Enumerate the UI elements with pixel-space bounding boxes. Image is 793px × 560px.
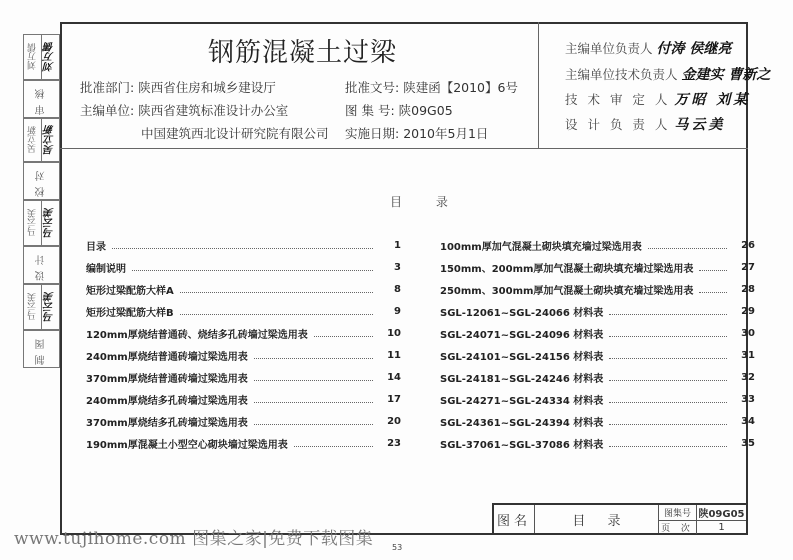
toc-item-page: 1	[394, 239, 401, 251]
strip-label: 设计	[36, 249, 47, 281]
signature-name: 马云美	[674, 117, 726, 133]
signature-role: 设 计 负 责 人	[565, 117, 671, 132]
scan-page-number: 53	[392, 543, 403, 552]
toc-item[interactable]	[86, 260, 401, 274]
leader-dots	[609, 352, 727, 359]
signature-row	[565, 114, 725, 134]
toc-item-page: 29	[741, 305, 755, 317]
leader-dots	[699, 286, 727, 293]
toc-item-page: 9	[394, 305, 401, 317]
drawing-name-label: 图名	[494, 505, 535, 533]
toc-item[interactable]	[440, 414, 755, 428]
strip-label: 制图	[36, 333, 47, 365]
effective-date-label: 实施日期:	[345, 126, 400, 141]
toc-item[interactable]	[440, 238, 755, 252]
editor-unit-label: 主编单位:	[80, 103, 135, 118]
leader-dots	[314, 330, 373, 337]
toc-item-title: 150mm、200mm厚加气混凝土砌块填充墙过梁选用表	[440, 263, 694, 275]
strip-signature: 马云美	[41, 285, 59, 329]
toc-item-title: 矩形过梁配筋大样A	[86, 285, 174, 297]
toc-item-title: 120mm厚烧结普通砖、烧结多孔砖墙过梁选用表	[86, 329, 308, 341]
toc-item-title: SGL-24361~SGL-24394 材料表	[440, 417, 604, 429]
signature-role: 主编单位技术负责人	[565, 67, 678, 82]
toc-item-title: SGL-37061~SGL-37086 材料表	[440, 439, 604, 451]
toc-item-title: 目录	[86, 241, 106, 253]
toc-item-title: 编制说明	[86, 263, 126, 275]
toc-item-title: SGL-12061~SGL-24066 材料表	[440, 307, 604, 319]
leader-dots	[648, 242, 727, 249]
toc-item-title: 100mm厚加气混凝土砌块填充墙过梁选用表	[440, 241, 642, 253]
toc-item-page: 28	[741, 283, 755, 295]
strip-label: 校对	[36, 165, 47, 197]
toc-item-page: 20	[387, 415, 401, 427]
strip-cell-drafter-name	[23, 284, 60, 330]
leader-dots	[254, 396, 373, 403]
toc-item-page: 31	[741, 349, 755, 361]
leader-dots	[609, 330, 727, 337]
toc-item-page: 32	[741, 371, 755, 383]
approval-dept-label: 批准部门:	[80, 80, 135, 95]
editor-unit-value-1: 陕西省建筑标准设计办公室	[138, 103, 289, 118]
toc-item[interactable]	[440, 326, 755, 340]
atlas-no-label: 图集号	[659, 505, 697, 521]
toc-item-title: 240mm厚烧结多孔砖墙过梁选用表	[86, 395, 248, 407]
approval-doc	[345, 78, 518, 96]
strip-label: 吴立新	[28, 126, 38, 154]
toc-item-page: 23	[387, 437, 401, 449]
toc-item-title: SGL-24271~SGL-24334 材料表	[440, 395, 604, 407]
toc-item-title: 190mm厚混凝土小型空心砌块墙过梁选用表	[86, 439, 288, 451]
strip-cell-reviewer-name	[23, 34, 60, 80]
strip-cell-check	[23, 162, 60, 200]
leader-dots	[294, 440, 373, 447]
toc-item[interactable]	[440, 282, 755, 296]
leader-dots	[254, 418, 373, 425]
toc-item[interactable]	[440, 260, 755, 274]
leader-dots	[609, 308, 727, 315]
title-block-grid	[659, 505, 746, 533]
strip-signature: 马云美	[41, 201, 59, 245]
leader-dots	[609, 440, 727, 447]
toc-item-title: SGL-24101~SGL-24156 材料表	[440, 351, 604, 363]
toc-item[interactable]	[86, 304, 401, 318]
toc-item[interactable]	[440, 436, 755, 450]
leader-dots	[254, 352, 373, 359]
toc-item-page: 34	[741, 415, 755, 427]
toc-item-page: 10	[387, 327, 401, 339]
leader-dots	[180, 308, 373, 315]
toc-item-page: 14	[387, 371, 401, 383]
effective-date	[345, 124, 488, 142]
strip-label: 刘万儒	[28, 43, 38, 71]
toc-heading: 目 录	[390, 195, 448, 209]
toc-item-title: SGL-24181~SGL-24246 材料表	[440, 373, 604, 385]
toc-item-page: 3	[394, 261, 401, 273]
strip-cell-review	[23, 80, 60, 118]
toc-item-title: 370mm厚烧结多孔砖墙过梁选用表	[86, 417, 248, 429]
toc-item[interactable]	[86, 436, 401, 450]
toc-item-title: 矩形过梁配筋大样B	[86, 307, 174, 319]
atlas-no-value: 陕09G05	[398, 103, 453, 118]
strip-label: 马云美	[28, 209, 38, 237]
toc-item-page: 17	[387, 393, 401, 405]
toc-item-page: 11	[387, 349, 401, 361]
leader-dots	[609, 374, 727, 381]
toc-item-page: 26	[741, 239, 755, 251]
atlas-no-label: 图 集 号:	[345, 103, 395, 118]
toc-item[interactable]	[86, 348, 401, 362]
leader-dots	[132, 264, 373, 271]
toc-item[interactable]	[86, 370, 401, 384]
approval-doc-value: 陕建函【2010】6号	[403, 80, 518, 95]
drawing-name-value: 目 录	[535, 505, 659, 533]
toc-item-title: SGL-24071~SGL-24096 材料表	[440, 329, 604, 341]
title-block	[492, 503, 748, 535]
strip-label: 马云美	[28, 293, 38, 321]
toc-item-page: 27	[741, 261, 755, 273]
strip-cell-designer-name	[23, 200, 60, 246]
signature-name: 付涛 侯继亮	[656, 41, 732, 57]
toc-item[interactable]	[86, 392, 401, 406]
leader-dots	[609, 418, 727, 425]
strip-cell-drafting	[23, 330, 60, 368]
effective-date-value: 2010年5月1日	[403, 126, 489, 141]
leader-dots	[699, 264, 727, 271]
page-value: 1	[718, 522, 725, 533]
toc-item-page: 33	[741, 393, 755, 405]
signature-row	[565, 89, 750, 109]
toc-item[interactable]	[86, 238, 401, 252]
editor-unit-2	[141, 124, 329, 142]
signature-name: 万昭 刘某	[674, 92, 751, 108]
toc-item-page: 30	[741, 327, 755, 339]
leader-dots	[254, 374, 373, 381]
strip-cell-checker-name	[23, 118, 60, 162]
approval-dept	[80, 78, 276, 96]
toc-item-page: 35	[741, 437, 755, 449]
toc-item[interactable]	[86, 282, 401, 296]
signature-role: 技 术 审 定 人	[565, 92, 671, 107]
toc-item[interactable]	[86, 326, 401, 340]
editor-unit	[80, 101, 288, 119]
atlas-no	[345, 101, 453, 119]
leader-dots	[112, 242, 373, 249]
toc-item-title: 250mm、300mm厚加气混凝土砌块填充墙过梁选用表	[440, 285, 694, 297]
atlas-no-value: 陕09G05	[697, 505, 746, 521]
toc-item[interactable]	[440, 348, 755, 362]
leader-dots	[609, 396, 727, 403]
watermark: www.tujihome.com 图集之家|免费下载图集	[14, 529, 374, 549]
header-divider	[60, 148, 748, 149]
toc-item-title: 240mm厚烧结普通砖墙过梁选用表	[86, 351, 248, 363]
approval-doc-label: 批准文号:	[345, 80, 400, 95]
strip-cell-design	[23, 246, 60, 284]
editor-unit-value-2: 中国建筑西北设计研究院有限公司	[141, 126, 329, 141]
strip-signature: 吴立新	[41, 119, 59, 161]
signature-row	[565, 38, 731, 58]
leader-dots	[180, 286, 373, 293]
document-title: 钢筋混凝土过梁	[208, 38, 398, 68]
signature-row	[565, 64, 770, 84]
toc-item-title: 370mm厚烧结普通砖墙过梁选用表	[86, 373, 248, 385]
strip-signature: 刘万儒	[41, 35, 59, 79]
signature-role: 主编单位负责人	[565, 41, 653, 56]
signature-name: 金建实 曹新之	[681, 67, 771, 83]
toc-item[interactable]	[440, 304, 755, 318]
toc-item[interactable]	[440, 392, 755, 406]
toc-item-page: 8	[394, 283, 401, 295]
header-vertical-divider	[538, 22, 539, 148]
approval-dept-value: 陕西省住房和城乡建设厅	[138, 80, 276, 95]
toc-item[interactable]	[86, 414, 401, 428]
toc-item[interactable]	[440, 370, 755, 384]
page-label: 页 次	[659, 521, 697, 534]
strip-label: 审核	[36, 83, 47, 115]
